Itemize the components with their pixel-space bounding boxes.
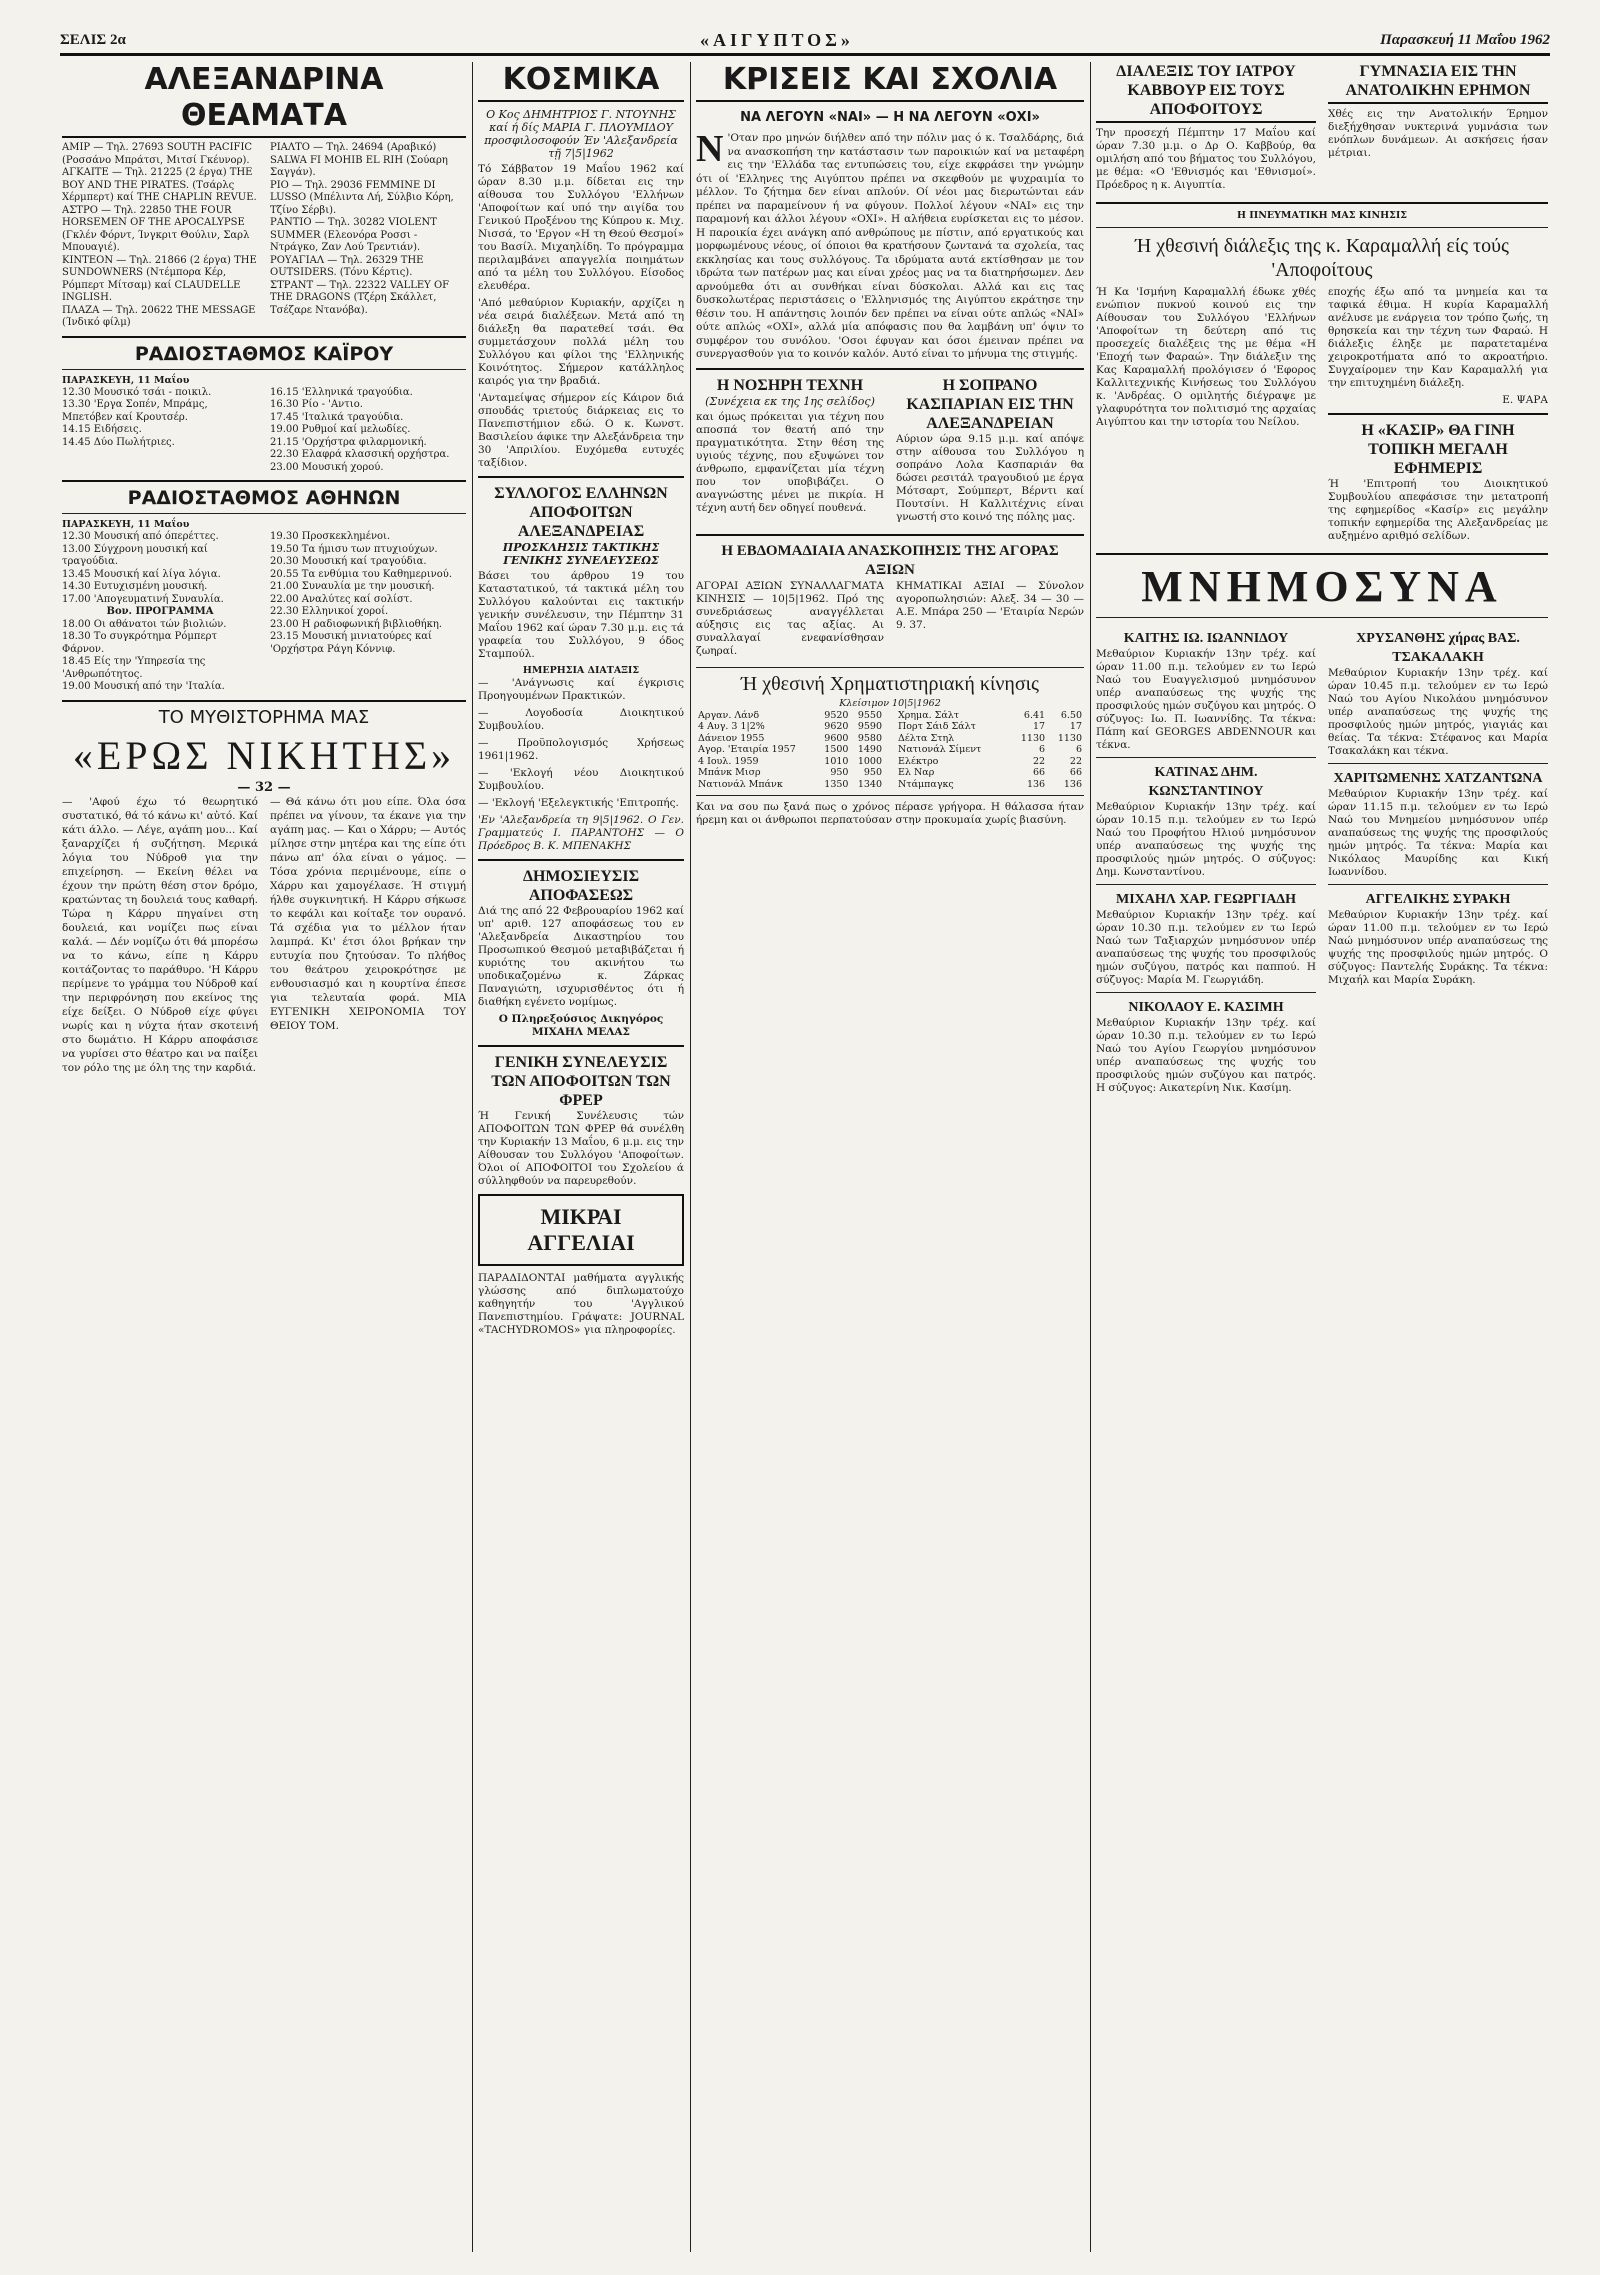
article-body: 'Οταν προ μηνών διήλθεν από την πόλιν μας ό κ. Τσαλδάρης, διά να ανασκοπήση την κατάστασιν των παροικιών καί να μεταφέρη εις την 'Ελλάδα τας εντυπώσεις του, είχε εκφράσει την γνώμην ότι οί 'Ελληνες της Αιγύπτου πρέπει να σκεφθούν με ψυχραιμία το μέλλον. Το ζήτημα δεν είναι απλούν. Οί νέοι μας διερωτώνται εάν πρέπει να παραμείνουν ή να φύγουν. Πολλοί λέγουν «ΝΑΙ» εις την παραμονή και άλλοι λέγουν «ΟΧΙ». Η αλήθεια ευρίσκεται εις το μέσον. Η παροικία έχει ανάγκη από ανθρώπους με πίστιν, από εργατικούς και μορφωμένους νέους, οί όποιοι θα κρατήσουν ζωντανά τα σχολεία, τας εκκλησίας και τους συλλόγους. Τα ιδρύματα αυτά εκτίσθησαν με τον ιδρώτα των πατέρων μας και είναι χρέος μας να τα διατηρήσωμεν. Δεν αρνούμεθα ότι αι συνθήκαι είναι δύσκολαι. Αλλά και εις τας δυσκολωτέρας περιστάσεις ο 'Ελληνισμός της Αιγύπτου εκράτησε την θέσιν του. Η απάντησις λοιπόν δεν πρέπει να είναι ούτε απλώς «ΝΑΙ» ούτε απλώς «ΟΧΙ», αλλά μία απόφασις που θα λαμβάνη υπ' όψιν το συμφέρον του συνόλου. 'Οσοι έφυγαν και όσοι έμειναν πρέπει να συνεργασθούν για το κοινόν καλόν. Αυτό είναι το μήνυμα της στιγμής. [696, 132, 1084, 360]
top-boxes [1096, 62, 1548, 196]
sub-article-text: Αύριον ώρα 9.15 μ.μ. καί απόψε στην αίθουσα του Συλλόγου η σοπράνο Λολα Κασπαριάν θα δώσει ρεσιτάλ τραγουδιού με έργα Μότσαρτ, Σούμπερτ, Βέρντι καί Πουτσίνι. Η Καλλιτέχνις είναι γνωστή στο κοινό της πόλης μας. [896, 432, 1084, 523]
association-text: Βάσει του άρθρου 19 του Καταστατικού, τά τακτικά μέλη του Συλλόγου καλούνται εις τακτικήν γενικήν συνέλευσιν, την Πέμπτην 31 Μαΐου 1962 καί ώραν 7.30 μ.μ. εις τά γραφεία του Συλλόγου, 9 όδος Σταμπούλ. [478, 570, 684, 660]
social-text: 'Από μεθαύριον Κυριακήν, αρχίζει η νέα σειρά διαλέξεων. Μετά από τη διάλεξη θα παρατεθεί τσάι. Θα συμμετάσχουν πολλά μέλη του Συλλόγου και φίλοι της 'Ελληνικής Κοινότητος. Σήμερον κατάλληλος καιρός για την βραδιά. [478, 297, 684, 387]
classified-text: ΠΑΡΑΔΙΔΟΝΤΑΙ μαθήματα αγγλικής γλώσσης από διπλωματούχο καθηγητήν του 'Αγγλικού Πανεπιστημίου. Γράψατε: JOURNAL «TACHYDROMOS» για πληροφορίες. [478, 1272, 684, 1336]
social-text: 'Ανταμείψας σήμερον είς Κάιρον διά σπουδάς τριετούς διάρκειας εις το Πανεπιστήμιον εδώ. Ο κ. Κωνστ. Βασιλείου άφικε την Αλεξάνδρεια την 30 'Απριλίου. Ευχόμεθα ευτυχές ταξίδιον. [478, 392, 684, 469]
assembly-text: Ή Γενική Συνέλευσις τών ΑΠΟΦΟΙΤΩΝ ΤΩΝ ΦΡΕΡ θά συνέλθη την Κυριακήν 13 Μαΐου, 6 μ.μ. εις την Αίθουσαν του Συλλόγου 'Αποφοίτων. Όλοι οί ΑΠΟΦΟΙΤΟΙ του Σχολείου ά σύλληφθούν να παρευρεθούν. [478, 1110, 684, 1187]
radio-cairo-title: ΡΑΔΙΟΣΤΑΘΜΟΣ ΚΑΪΡΟΥ [134, 342, 394, 365]
agenda-footer: 'Εν 'Αλεξανδρεία τη 9|5|1962. Ο Γεν. Γραμματεύς Ι. ΠΑΡΑΝΤΟΗΣ — Ο Πρόεδρος Β. Κ. ΜΠΕΝΑΚΗΣ [478, 814, 684, 852]
decisions-signature: Ο Πληρεξούσιος Δικηγόρος ΜΙΧΑΗΛ ΜΕΛΑΣ [498, 1013, 664, 1038]
memorial-notice [1096, 629, 1316, 752]
novel-part: — 32 — [237, 779, 291, 795]
schedule-item: 14.30 Ευτυχισμένη μουσική. [62, 581, 208, 592]
association-subtitle: ΠΡΟΣΚΛΗΣΙΣ ΤΑΚΤΙΚΗΣ ΓΕΝΙΚΗΣ ΣΥΝΕΛΕΥΣΕΩΣ [502, 541, 660, 567]
stock-table [896, 710, 1084, 791]
agenda-item: — 'Εκλογή νέου Διοικητικού Συμβουλίου. [478, 767, 684, 792]
commentary-subtitle: ΝΑ ΛΕΓΟΥΝ «ΝΑΙ» — Η ΝΑ ΛΕΓΟΥΝ «ΟΧΙ» [740, 110, 1040, 125]
kasir-title: Η «ΚΑΣΙΡ» ΘΑ ΓΙΝΗ ΤΟΠΙΚΗ ΜΕΓΑΛΗ ΕΦΗΜΕΡΙΣ [1361, 422, 1515, 477]
sub-article-subtitle: (Συνέχεια εκ της 1ης σελίδος) [705, 394, 875, 408]
spiritual-title: Ή χθεσινή διάλεξις της κ. Καραμαλλή είς τούς 'Αποφοίτους [1135, 235, 1509, 281]
schedule-item: 23.00 Η ραδιοφωνική βιβλιοθήκη. [270, 618, 443, 630]
schedule-item: 19.50 Τα ήμισυ των πτυχιούχων. [270, 543, 438, 555]
market-title: Η ΕΒΔΟΜΑΔΙΑΙΑ ΑΝΑΣΚΟΠΗΣΙΣ ΤΗΣ ΑΓΟΡΑΣ ΑΞΙΩΝ [721, 542, 1059, 578]
masthead [60, 30, 1550, 56]
schedule-item: 18.45 Είς την 'Υπηρεσία της 'Ανθρωπότητος. [62, 656, 206, 680]
cinema-entry: ΡΙΑΛΤΟ — Τηλ. 24694 (Αραβικό) SALWA FI MOHIB EL RIH (Σούαρη Σαγγάν). [270, 142, 448, 178]
sub-article-text: και όμως πρόκειται για τέχνη που αποσπά τον θεατή από την πραγματικότητα. Στην θέση της υγιούς τέχνης, που εξυψώνει τον άνθρωπο, εμφανίζεται μία τέχνη που τον υποβιβάζει. Ο αναγνώστης μένει με πικρία. Η τέχνη αυτή δεν οδηγεί πουθενά. [696, 410, 884, 514]
commentary-title: ΚΡΙΣΕΙΣ ΚΑΙ ΣΧΟΛΙΑ [696, 62, 1084, 102]
memorial-notice [1328, 769, 1548, 879]
schedule-item: 19.00 Μουσική από την 'Ιταλία. [62, 681, 225, 692]
page-number: ΣΕΛΙΣ 2α [60, 32, 126, 48]
sub-article-title: Η ΝΟΣΗΡΗ ΤΕΧΝΗ [716, 376, 864, 394]
table-row: Νατιονάλ Μπάνκ 1350 1340 [698, 778, 882, 790]
schedule-item: 17.45 'Ιταλικά τραγούδια. [270, 411, 404, 423]
issue-date: Παρασκευή 11 Μαΐου 1962 [1380, 32, 1550, 48]
radio-cairo-schedule [62, 387, 466, 475]
cinema-entry: ΡΟΥΑΓΙΑΛ — Τηλ. 26329 THE OUTSIDERS. (Τόνυ Κέρτις). [270, 254, 424, 278]
social-text: Τό Σάββατον 19 Μαΐου 1962 καί ώραν 8.30 μ.μ. δίδεται εις την αίθουσα του Συλλόγου 'Ελλήνων 'Αποφοίτων καί υπό την αιγίδα του Γενικού Προξένου της Κύπρου κ. Μιχ. Νισσά, το 'Εργον «Η τη Θεού Θεσμοί» του Βασίλ. Μιχαηλίδη. Το πρόγραμμα περιλαμβάνει απαγγελία ποιημάτων από τα μέλη του Συλλόγου. Είσοδος ελευθέρα. [478, 163, 684, 292]
column-divider [472, 62, 473, 2252]
agenda-item: — Προϋπολογισμός Χρήσεως 1961|1962. [478, 737, 684, 762]
lecture-title: ΔΙΑΛΕΞΙΣ ΤΟΥ ΙΑΤΡΟΥ ΚΑΒΒΟΥΡ ΕΙΣ ΤΟΥΣ ΑΠΟΦΟΙΤΟΥΣ [1096, 62, 1316, 123]
market-footer: Και να σου πω ξανά πως ο χρόνος πέρασε γρήγορα. Η θάλασσα ήταν ήρεμη και οι άνθρωποι περπατούσαν στην προκυμαία χωρίς βιασύνη. [696, 801, 1084, 826]
schedule-item: 19.00 Ρυθμοί καί μελωδίες. [270, 424, 411, 435]
table-row: Χρημα. Σάλτ 6.41 6.50 [898, 709, 1082, 721]
novel-text: — Θά κάνω ότι μου είπε. Όλα όσα πρέπει να γίνουν, τα έκανε για την αγάπη μας. — Και ο Χάρρυ; — Αυτός μίλησε στην μητέρα και της είπε ότι πάνω απ' όλα είναι ο γάμος. — Τόσα χρόνια περιμένουμε, είπε ο Χάρρυ και χαμογέλασε. Ή στιγμή ήλθε συγκινητική. Η Κάρρυ σήκωσε το κεφάλι και κοίταξε τον ουρανό. Τά σχέδια για το μέλλον ήταν λαμπρά. Κι' έτσι όλοι βρήκαν την ευτυχία που ζητούσαν. Το πλήθος του θεάτρου χειροκρότησε με ενθουσιασμό και η κουρτίνα έπεσε για τελευταία φορά. ΜΙΑ ΕΥΓΕΝΙΚΗ ΧΕΙΡΟΝΟΜΙΑ ΤΟΥ ΘΕΙΟΥ ΤΟΜ. [270, 795, 466, 1032]
agenda-item: — 'Εκλογή 'Εξελεγκτικής 'Επιτροπής. [478, 797, 679, 809]
drop-cap: N [696, 128, 724, 170]
schedule-item: 19.30 Προσκεκλημένοι. [270, 531, 391, 542]
schedule-item: 22.30 Ελαφρά κλασσική ορχήστρα. [270, 449, 450, 460]
schedule-item: 20.55 Τα ενθύμια του Καθημερινού. [270, 568, 453, 580]
market-text: ΚΗΜΑΤΙΚΑΙ ΑΞΙΑΙ — Σύνολον αγοροπωλησιών: Αλεξ. 34 — 30 — Α.Ε. Μπάρα 250 — 'Εταιρία Νερών 9. 37. [896, 579, 1084, 631]
cinema-entry: ΑΓΚΑΙΤΕ — Τηλ. 21225 (2 έργα) THE BOY AND THE PIRATES. (Τσάρλς Χέρμπερτ) καί THE CHAPLIN REVUE. [62, 167, 257, 203]
column-divider [1090, 62, 1091, 2252]
memorial-text: Μεθαύριον Κυριακήν 13ην τρέχ. καί ώραν 10.15 π.μ. τελούμεν εν τω Ιερώ Ναώ του Προφήτου Ηλιού μνημόσυνον υπέρ αναπαύσεως της ψυχής της προσφιλούς ημών μητρός. Ο σύζυγος: Δημ. Κωνσταντίνου. [1096, 801, 1316, 878]
kasir-text: Ή 'Επιτροπή του Διοικητικού Συμβουλίου απεφάσισε την μετατροπή της εφημερίδος «Κασίρ» εις μεγάλην τοπικήν εφημερίδα της Αλεξανδρείας με αυξημένο αριθμό σελίδων. [1328, 478, 1548, 542]
novel-body [62, 795, 466, 1079]
schedule-item: 12.30 Μουσική από όπερέττες. [62, 531, 219, 542]
column-notices [1096, 62, 1548, 1099]
novel-text: — 'Αφού έχω τό θεωρητικό συστατικό, θά τό κάνω κι' αὐτό. Καί κάτι άλλο. — Λέγε, αγάπη μου... Καί ξαναρχίζει ή συζήτηση. Μερικά λόγια του Νύδροθ για την επιχείρηση. — Εκείνη θέλει να έχουν την πρώτη θέση στον δρόμο, κρατώντας τη δουλειά τους καθαρή. Τώρα η Κάρρυ πηγαίνει στη δουλειά, και νομίζει πως είναι καλά. — Δέν νομίζω ότι θά μπορέσω να το κάνω, είπε η Κάρρυ κοιτάζοντας το παράθυρο. 'Η Κάρρυ περίμενε το γράμμα του Νύδροθ καί την περιφρόνηση που εκείνος της είχε δείξει. Ο Νύδροθ είχε φύγει νωρίς και η νύχτα ήταν σκοτεινή στο δωμάτιο. Η Κάρρυ αποφάσισε να γυρίσει στο θέατρο και να παίξει τον ρόλο της με όλη της την καρδιά. [62, 795, 258, 1074]
schedule-item: 16.15 'Ελληνικά τραγούδια. [270, 386, 413, 398]
radio-cairo-day: ΠΑΡΑΣΚΕΥΗ, 11 Μαΐου [62, 374, 190, 386]
cinema-entry: ΑΜΙΡ — Τηλ. 27693 SOUTH PACIFIC (Ροσσάνο Μπράτσι, Μιτσί Γκέυνορ). [62, 142, 253, 166]
cinema-entry: ΣΤΡΑΝΤ — Τηλ. 22322 VALLEY OF THE DRAGONS (Τζέρη Σκάλλετ, Τσέζαρε Ντανόβα). [270, 279, 450, 316]
table-row: Αργαν. Λάνδ 9520 9550 [698, 709, 882, 721]
memorial-text: Μεθαύριον Κυριακήν 13ην τρέχ. καί ώραν 11.00 π.μ. τελούμεν εν τω Ιερώ Ναώ του Ευαγγελισμού μνημόσυνον υπέρ αναπαύσεως της ψυχής της προσφιλούς ημών συζύγου και μητρός. Ο σύζυγος: Ιω. Π. Ιωαννίδης. Τα τέκνα: Πάπη καί GEORGES ABDENNOUR και τέκνα. [1096, 648, 1316, 751]
decisions-title: ΔΗΜΟΣΙΕΥΣΙΣ ΑΠΟΦΑΣΕΩΣ [522, 868, 640, 904]
memorial-notice [1096, 998, 1316, 1095]
table-row: 4 Ιουλ. 1959 1010 1000 [698, 755, 882, 767]
memorial-notice [1328, 890, 1548, 987]
memorial-text: Μεθαύριον Κυριακήν 13ην τρέχ. καί ώραν 10.30 π.μ. τελούμεν εν τω Ιερώ Ναώ των Ταξιαρχών μνημόσυνον υπέρ αναπαύσεως της ψυχής του προσφιλούς ημών συζύγου, πατρός και παππού. Η σύζυγος: Μαρία Μ. Γεωργιάδη. [1096, 909, 1316, 986]
exercises-text: Χθές εις την Ανατολικήν Έρημον διεξήχθησαν νυκτερινά γυμνάσια των ενόπλων δυνάμεων. Αι ασκήσεις ήσαν μέτριαι. [1328, 108, 1548, 159]
memorials [1096, 623, 1548, 1099]
market-review [696, 580, 1084, 662]
commentary-article [696, 128, 1084, 362]
memorials-title: ΜΝΗΜΟΣΥΝΑ [1141, 562, 1503, 611]
schedule-item: 22.30 Ελληνικοί χοροί. [270, 606, 389, 617]
spiritual-signature: Ε. ΨΑΡΑ [1502, 394, 1548, 406]
memorial-name: ΚΑΤΙΝΑΣ ΔΗΜ. ΚΩΝΣΤΑΝΤΙΝΟΥ [1148, 765, 1264, 799]
memorial-text: Μεθαύριον Κυριακήν 13ην τρέχ. καί ώραν 10.30 π.μ. τελούμεν εν τω Ιερώ Ναώ του Αγίου Γεωργίου μνημόσυνον υπέρ αναπαύσεως της ψυχής του προσφιλούς ημών συζύγου και πατρός. Η σύζυγος: Αικατερίνη Νικ. Κασίμη. [1096, 1017, 1316, 1094]
schedule-item: 23.15 Μουσική μινιατούρες καί 'Ορχήστρα Ράγη Κόννιφ. [270, 631, 432, 655]
radio-athens-title: ΡΑΔΙΟΣΤΑΘΜΟΣ ΑΘΗΝΩΝ [127, 487, 401, 509]
radio-athens-day: ΠΑΡΑΣΚΕΥΗ, 11 Μαΐου [62, 519, 190, 530]
schedule-item: 13.30 'Εργα Σοπέν, Μπράμς, Μπετόβεν καί Κρουτσέρ. [62, 399, 208, 423]
schedule-item: 21.15 'Ορχήστρα φιλαρμονική. [270, 436, 427, 448]
cinema-entry: ΠΛΑΖΑ — Τηλ. 20622 THE MESSAGE (Ίνδικό φίλμ) [62, 304, 256, 328]
spiritual-text: Ή Κα 'Ισμήνη Καραμαλλή έδωκε χθές ενώπιον πυκνού κοινού εις την Αίθουσαν του Συλλόγου 'Ελλήνων 'Αποφοίτων τη δεύτερη από τις προσεχείς διαλέξεις της με θέμα «Η 'Εποχή των Φαραώ». Την διάλεξιν της Κας Καραμαλλή προλόγισεν ό 'Εφορος Καλλιτεχνικής Κινήσεως του Συλλόγου κ. 'Ανδρέας. Ο ομιλητής διέγραψε με γλαφυρότητα τον πολιτισμό της αρχαίας Αιγύπτου και την ιστορία του Νείλου. [1096, 286, 1316, 428]
novel-title: «ΕΡΩΣ ΝΙΚΗΤΗΣ» [72, 732, 456, 778]
radio-athens-schedule [62, 531, 466, 694]
schedule-item: 22.00 Αναλύτες καί σολίστ. [270, 593, 413, 605]
schedule-item: 21.00 Συναυλία με την μουσική. [270, 581, 435, 592]
assembly-title: ΓΕΝΙΚΗ ΣΥΝΕΛΕΥΣΙΣ ΤΩΝ ΑΠΟΦΟΙΤΩΝ ΤΩΝ ΦΡΕΡ [491, 1054, 671, 1109]
memorial-notice [1096, 890, 1316, 987]
memorial-name: ΧΑΡΙΤΩΜΕΝΗΣ ΧΑΤΖΑΝΤΩΝΑ [1333, 771, 1543, 786]
cinema-entry: ΑΣΤΡΟ — Τηλ. 22850 THE FOUR HORSEMEN OF THE APOCALYPSE (Γκλέν Φόρντ, Ίνγκριτ Θούλιν, Σαρλ Μπουαγιέ). [62, 204, 250, 253]
schedule-item: 17.00 'Απογευματινή Συναυλία. [62, 593, 224, 605]
stock-table [696, 710, 884, 791]
memorial-name: ΚΑΙΤΗΣ ΙΩ. ΙΩΑΝΝΙΔΟΥ [1123, 631, 1289, 646]
spiritual-text: εποχής έξω από τα μνημεία και τα ταφικά έθιμα. Η κυρία Καραμαλλή ανέλυσε με ενάργεια τον τρόπο ζωής, τη θρησκεία και την τέχνη των Φαραώ. Η διάλεξις έληξε με παρατεταμένα χειροκροτήματα από το ακροατήριο. Συγχαίρομεν την Καν Καραμαλλή για την επιτυχημένη διάλεξη. [1328, 286, 1548, 389]
decisions-text: Διά της από 22 Φεβρουαρίου 1962 καί υπ' αριθ. 127 αποφάσεως του εν 'Αλεξανδρεία Δικαστηρίου του Προσωπικού Θεσμού μεταβιβάζεται ή κυριότης του ακινήτου τω υποδικαζομένω κ. Ζάρκας Παναγιώτη, ισχυρισθέντος ότι ή διαθήκη εγένετο νομίμως. [478, 905, 684, 1008]
schedule-item: 14.15 Ειδήσεις. [62, 424, 142, 435]
sub-articles [696, 376, 1084, 528]
schedule-item: 14.45 Δύο Πωλήτριες. [62, 436, 175, 448]
agenda-title: ΗΜΕΡΗΣΙΑ ΔΙΑΤΑΞΙΣ [522, 665, 640, 676]
table-row: 4 Αυγ. 3 1|2% 9620 9590 [698, 721, 882, 732]
table-row: Ντάμπαγκς 136 136 [898, 778, 1082, 790]
schedule-item: 13.00 Σύγχρονη μουσική καί τραγούδια. [62, 543, 208, 567]
schedule-item: 18.00 Οι αθάνατοι τών βιολιών. [62, 618, 227, 630]
table-row: Ελέκτρο 22 22 [898, 755, 1082, 767]
spiritual-label: Η ΠΝΕΥΜΑΤΙΚΗ ΜΑΣ ΚΙΝΗΣΙΣ [1236, 210, 1408, 221]
association-title: ΣΥΛΛΟΓΟΣ ΕΛΛΗΝΩΝ ΑΠΟΦΟΙΤΩΝ ΑΛΕΞΑΝΔΡΕΙΑΣ [494, 485, 668, 540]
memorial-text: Μεθαύριον Κυριακήν 13ην τρέχ. καί ώραν 10.45 π.μ. τελούμεν εν τω Ιερώ Ναώ του Αγίου Νικολάου μνημόσυνον υπέρ αναπαύσεως της ψυχής της προσφιλούς ημών μητρός, γιαγιάς και θείας. Τα τέκνα: Στέφανος και Μαρία Τσακαλάκη και τέκνα. [1328, 667, 1548, 757]
novel-label: ΤΟ ΜΥΘΙΣΤΟΡΗΜΑ ΜΑΣ [158, 706, 370, 728]
column-theatres [62, 62, 466, 1079]
exercises-title: ΓΥΜΝΑΣΙΑ ΕΙΣ ΤΗΝ ΑΝΑΤΟΛΙΚΗΝ ΕΡΗΜΟΝ [1328, 62, 1548, 104]
memorial-notice [1328, 629, 1548, 758]
memorial-notice [1096, 763, 1316, 879]
stock-tables [696, 710, 1084, 791]
theatres-title: ΑΛΕΞΑΝΔΡΙΝΑ ΘΕΑΜΑΤΑ [62, 62, 466, 138]
schedule-item: 18.30 Το συγκρότημα Ρόμπερτ Φάρνον. [62, 631, 218, 655]
table-row: Νατιονάλ Σίμεντ 6 6 [898, 744, 1082, 755]
schedule-item: 23.00 Μουσική χορού. [270, 461, 384, 473]
social-title: ΚΟΣΜΙΚΑ [478, 62, 684, 102]
table-row: Ελ Ναρ 66 66 [898, 767, 1082, 778]
newspaper-name: «ΑΙΓΥΠΤΟΣ» [700, 30, 854, 50]
schedule-item: 13.45 Μουσική καί λίγα λόγια. [62, 568, 221, 580]
column-divider [690, 62, 691, 2252]
memorial-text: Μεθαύριον Κυριακήν 13ην τρέχ. καί ώραν 11.15 π.μ. τελούμεν εν τω Ιερώ Ναώ του Μνημείου μνημόσυνον υπέρ αναπαύσεως της ψυχής της προσφιλούς ημών μητρός. Τα τέκνα: Μαρία και Νικόλαος Μαυρίδης και Κική Ιωαννίδου. [1328, 788, 1548, 878]
schedule-item: 12.30 Μουσικό τσάι - ποικιλ. [62, 386, 212, 398]
classified-box [478, 1194, 684, 1266]
sub-article-title: Η ΣΟΠΡΑΝΟ ΚΑΣΠΑΡΙΑΝ ΕΙΣ ΤΗΝ ΑΛΕΞΑΝΔΡΕΙΑΝ [906, 376, 1074, 432]
agenda-item: — 'Ανάγνωσις καί έγκρισις Προηγουμένων Πρακτικών. [478, 677, 684, 702]
cinema-entry: ΚΙΝΤΕΟΝ — Τηλ. 21866 (2 έργα) THE SUNDOWNERS (Ντέμπορα Κέρ, Ρόμπερτ Μίτσαμ) καί CLAUDELLE INGLISH. [62, 254, 257, 303]
memorial-name: ΝΙΚΟΛΑΟΥ Ε. ΚΑΣΙΜΗ [1128, 1000, 1284, 1015]
table-row: Αγορ. 'Εταιρία 1957 1500 1490 [698, 744, 882, 755]
memorial-name: ΜΙΧΑΗΛ ΧΑΡ. ΓΕΩΡΓΙΑΔΗ [1116, 892, 1296, 907]
schedule-item: 20.30 Μουσική καί τραγούδια. [270, 556, 427, 567]
classified-title: ΜΙΚΡΑΙ ΑΓΓΕΛΙΑΙ [527, 1204, 635, 1255]
cinema-listings [62, 142, 466, 330]
stock-title: Ή χθεσινή Χρηματιστηριακή κίνησις [741, 672, 1039, 695]
memorial-text: Μεθαύριον Κυριακήν 13ην τρέχ. καί ώραν 11.00 π.μ. τελούμεν εν τω Ιερώ Ναώ μνημόσυνον υπέρ αναπαύσεως της ψυχής της προσφιλούς ημών μητρός. Ο σύζυγος: Παντελής Συράκης. Τα τέκνα: Μιχαήλ και Μαρία Συράκη. [1328, 909, 1548, 986]
table-row: Μπάνκ Μισρ 950 950 [698, 767, 882, 778]
engagement-notice: Ο Κος ΔΗΜΗΤΡΙΟΣ Γ. ΝΤΟΥΝΗΣ καί ή δίς ΜΑΡΙΑ Γ. ΠΛΟΥΜΙΔΟΥ προσφιλοσοφούν Έν 'Αλεξανδρεία τῇ 7|5|1962 [484, 108, 678, 160]
memorial-name: ΑΓΓΕΛΙΚΗΣ ΣΥΡΑΚΗ [1365, 892, 1511, 907]
spiritual-body [1096, 286, 1548, 547]
agenda-item: — Λογοδοσία Διοικητικού Συμβουλίου. [478, 707, 684, 732]
column-commentary [696, 62, 1084, 831]
stock-header: Κλείσιμον 10|5|1962 [839, 697, 941, 709]
market-text: ΑΓΟΡΑΙ ΑΞΙΩΝ ΣΥΝΑΛΛΑΓΜΑΤΑ ΚΙΝΗΣΙΣ — 10|5|1962. Πρό της συνεδριάσεως αναγγέλλεται αύξησις εις τας αξίας. Αι συναλλαγαί ενεφανίσθησαν ζωηραί. [696, 579, 884, 657]
lecture-text: Την προσεχή Πέμπτην 17 Μαΐου καί ώραν 7.30 μ.μ. ο Δρ Ο. Καββούρ, θα ομιλήση από του βήματος του Συλλόγου, με θέμα: «Ο 'Εθνισμός και 'Εθνισμοί». Πρόεδρος η κ. Αιγυπτία. [1096, 127, 1316, 191]
memorial-name: ΧΡΥΣΑΝΘΗΣ χήρας ΒΑΣ. ΤΣΑΚΑΛΑΚΗ [1356, 631, 1520, 665]
table-row: Δέλτα Στηλ 1130 1130 [898, 732, 1082, 744]
cinema-entry: ΡΑΝΤΙΟ — Τηλ. 30282 VIOLENT SUMMER (Ελεονόρα Ροσσι - Ντράγκο, Ζαν Λού Τρεντιάν). [270, 217, 437, 253]
schedule-item: 16.30 Ρίο - 'Αντιο. [270, 399, 363, 410]
column-social [478, 62, 684, 1341]
cinema-entry: ΡΙΟ — Τηλ. 29036 FEMMINE DI LUSSO (Μπέλιντα Λή, Σύλβιο Κόρη, Τζίνο Σέρβι). [270, 179, 454, 216]
table-row: Δάνειον 1955 9600 9580 [698, 732, 882, 744]
schedule-item: Βον. ΠΡΟΓΡΑΜΜΑ [106, 606, 214, 617]
table-row: Πορτ Σάιδ Σάλτ 17 17 [898, 721, 1082, 732]
